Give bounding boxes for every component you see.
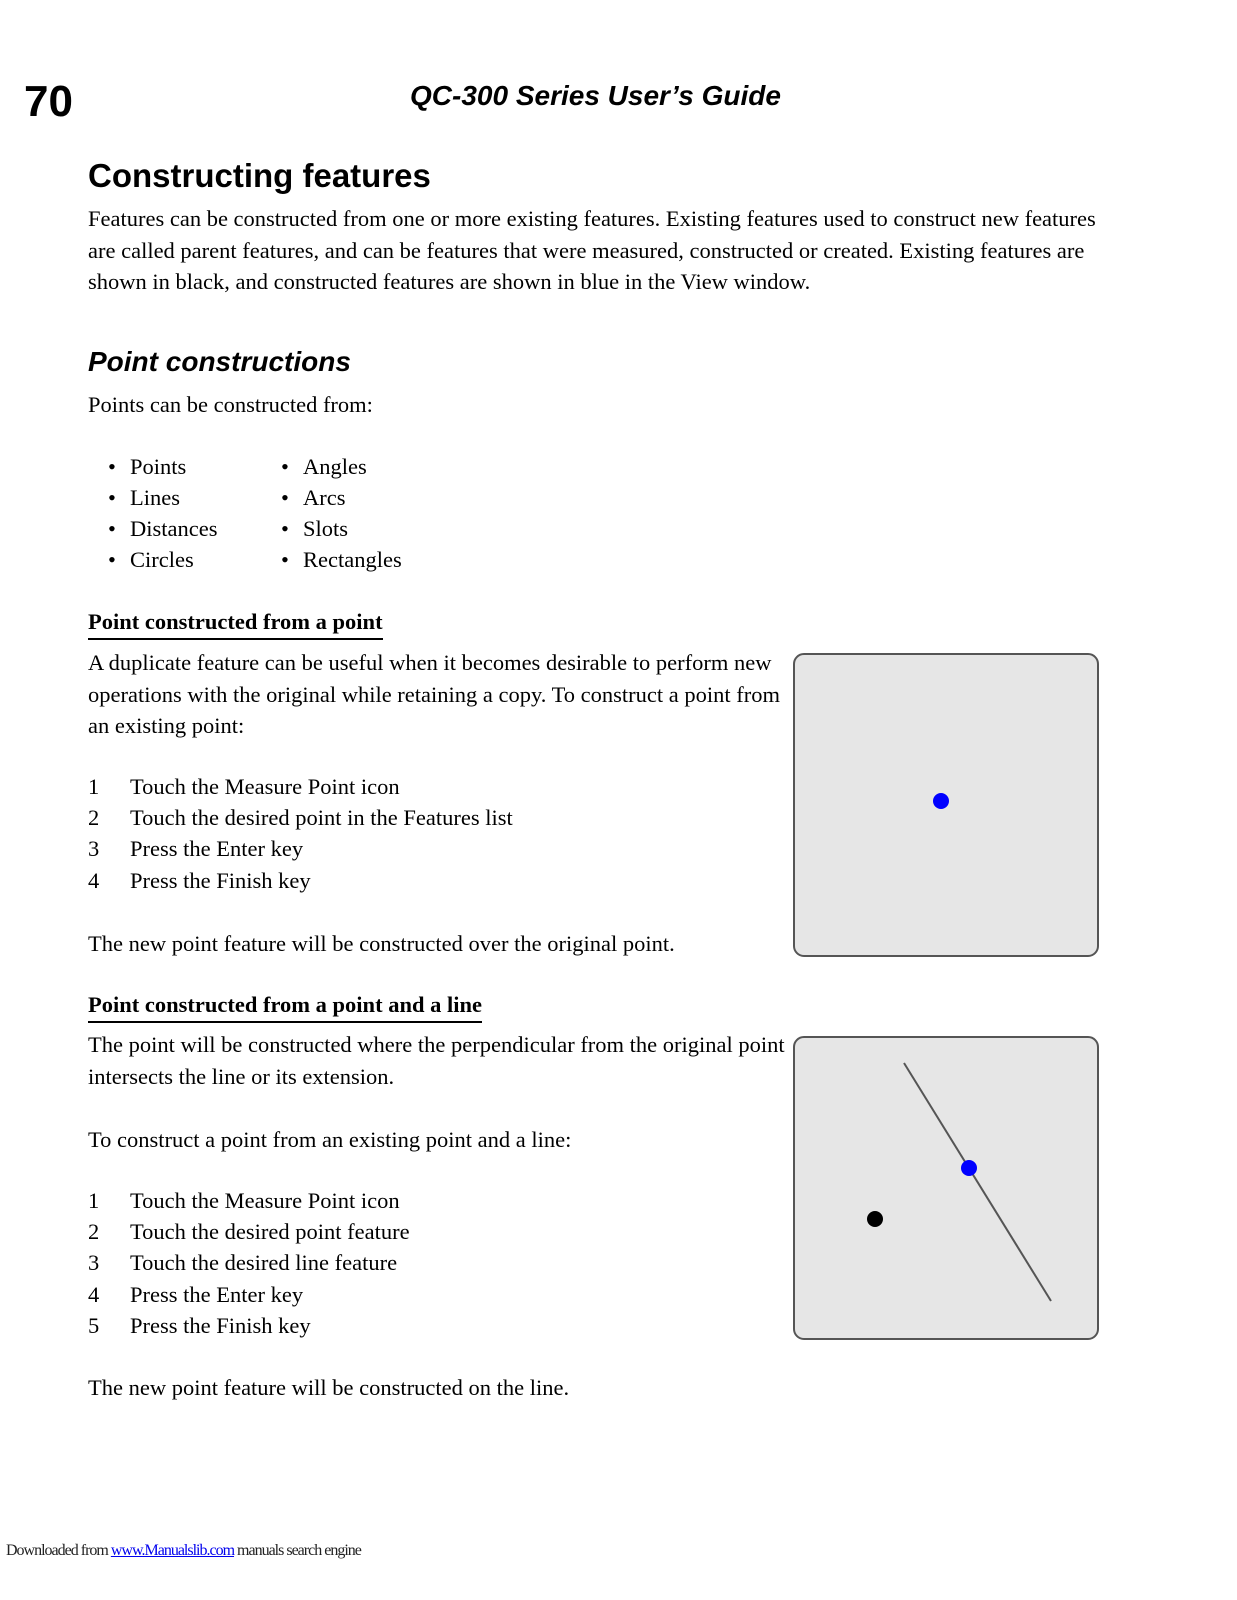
bullet-glyph: • — [281, 547, 289, 572]
step-item — [88, 1310, 410, 1341]
bullet-glyph: • — [108, 485, 116, 510]
footer-suffix: manuals search engine — [234, 1542, 361, 1559]
step-text: Touch the Measure Point icon — [130, 774, 400, 799]
bullet-glyph: • — [281, 516, 289, 541]
step-text: Touch the desired point feature — [130, 1219, 410, 1245]
step-item — [88, 1247, 410, 1278]
list-item-label: Points — [130, 454, 187, 479]
sources-list-left — [108, 451, 217, 575]
list-item — [108, 513, 217, 544]
result-point-from-point: The new point feature will be constructed over the original point. — [88, 931, 675, 956]
bullet-glyph: • — [108, 454, 116, 479]
step-text: Press the Enter key — [130, 1281, 304, 1307]
bullet-glyph: • — [108, 516, 116, 541]
description-point-from-point: A duplicate feature can be useful when it becomes desirable to perform new operations with the original while retaining a copy. To construct a point from an existing point: — [88, 650, 781, 738]
existing-point-marker — [867, 1211, 883, 1227]
bullet-glyph: • — [281, 454, 289, 479]
bullet-glyph: • — [108, 547, 116, 572]
footer-link[interactable]: www.Manualslib.com — [110, 1542, 235, 1559]
step-text: Press the Enter key — [130, 836, 304, 862]
step-item — [88, 1216, 410, 1247]
step-number: 4 — [88, 1281, 100, 1307]
step-item — [88, 771, 513, 802]
section-title: Constructing features — [88, 157, 431, 194]
description-point-from-point-and-line: The point will be constructed where the perpendicular from the original point intersects the line or its extension. — [88, 1032, 785, 1089]
step-number: 3 — [88, 1250, 100, 1276]
step-number: 5 — [88, 1312, 100, 1338]
footer-prefix: Downloaded from — [6, 1542, 111, 1559]
step-number: 4 — [88, 867, 100, 893]
step-number: 3 — [88, 836, 100, 862]
view-window-point-from-point — [793, 653, 1099, 957]
step-item — [88, 802, 513, 833]
steps-point-from-point-and-line — [88, 1185, 410, 1341]
step-item — [88, 1279, 410, 1310]
instruction-point-from-point-and-line: To construct a point from an existing point and a line: — [88, 1127, 572, 1152]
step-number: 1 — [88, 1188, 100, 1213]
list-item — [281, 513, 402, 544]
constructed-point-marker — [961, 1160, 977, 1176]
intro-paragraph: Features can be constructed from one or more existing features. Existing features used to construct new features are called parent features, and can be features that were measured, constructed or created. Existing features are shown in black, and constructed features are shown in blue in the View window. — [88, 206, 1096, 294]
view-window-point-from-point-and-line — [793, 1036, 1099, 1340]
sources-list-right — [281, 451, 402, 575]
step-text: Press the Finish key — [130, 1312, 311, 1338]
heading-point-from-point-and-line: Point constructed from a point and a line — [88, 994, 482, 1023]
step-number: 2 — [88, 1219, 100, 1245]
list-item-label: Lines — [130, 485, 180, 510]
lead-text: Points can be constructed from: — [88, 392, 373, 417]
step-item — [88, 865, 513, 896]
subsection-title: Point constructions — [88, 346, 351, 377]
list-item — [281, 482, 402, 513]
list-item — [281, 451, 402, 482]
list-item-label: Rectangles — [303, 547, 402, 572]
footer — [6, 1543, 361, 1559]
step-number: 2 — [88, 805, 100, 831]
list-item-label: Distances — [130, 516, 218, 541]
step-text: Touch the Measure Point icon — [130, 1188, 400, 1213]
list-item — [108, 482, 217, 513]
step-text: Press the Finish key — [130, 867, 311, 893]
constructed-point-marker — [933, 793, 949, 809]
list-item-label: Circles — [130, 547, 194, 572]
running-header: QC-300 Series User’s Guide — [410, 80, 781, 111]
page-number: 70 — [24, 77, 73, 126]
view-window-frame — [794, 1037, 1098, 1339]
list-item-label: Angles — [303, 454, 367, 479]
bullet-glyph: • — [281, 485, 289, 510]
steps-point-from-point — [88, 771, 513, 896]
step-item — [88, 833, 513, 864]
list-item — [108, 451, 217, 482]
step-number: 1 — [88, 774, 100, 799]
list-item-label: Slots — [303, 516, 349, 541]
heading-point-from-point: Point constructed from a point — [88, 611, 383, 640]
list-item — [108, 544, 217, 575]
list-item-label: Arcs — [303, 485, 346, 510]
list-item — [281, 544, 402, 575]
result-point-from-point-and-line: The new point feature will be constructed on the line. — [88, 1375, 570, 1400]
step-item — [88, 1185, 410, 1216]
step-text: Touch the desired point in the Features list — [130, 805, 513, 831]
step-text: Touch the desired line feature — [130, 1250, 398, 1276]
